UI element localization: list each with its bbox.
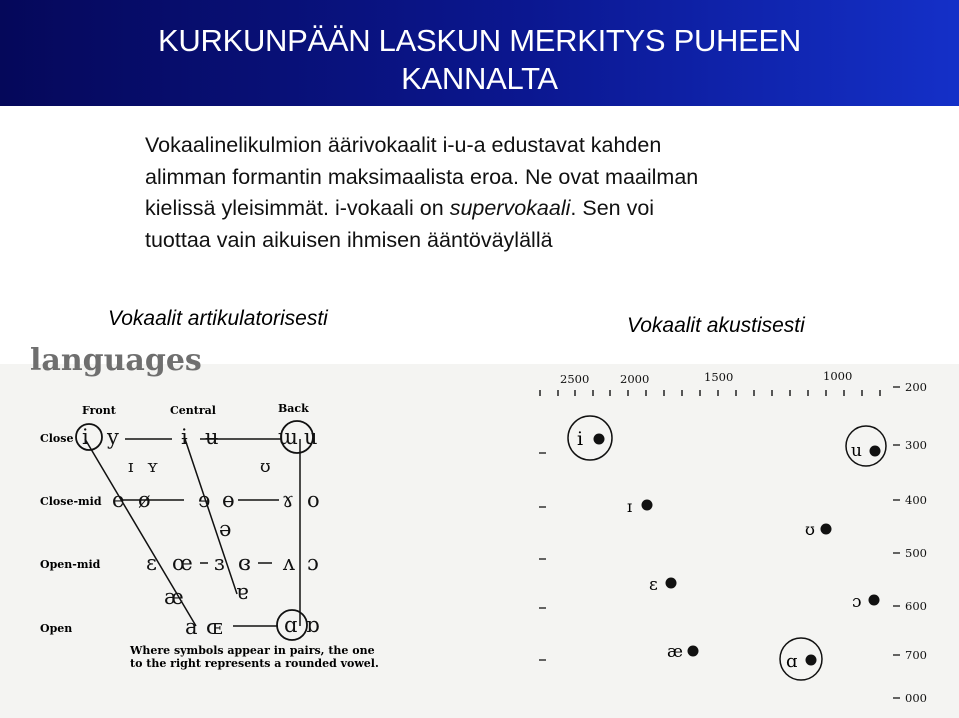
vowel-small-y: ʏ bbox=[147, 457, 159, 477]
body-paragraph bbox=[145, 130, 865, 256]
f2-tick-2000: 2000 bbox=[620, 372, 650, 386]
svg-text:ɛ: ɛ bbox=[649, 575, 658, 595]
acoustic-vowel-small-i bbox=[627, 497, 653, 516]
vowel-ash: æ bbox=[164, 585, 184, 609]
body-emphasis: supervokaali bbox=[449, 196, 571, 220]
f1-tick-600: 600 bbox=[905, 599, 927, 613]
vowel-epsilon: ɛ bbox=[146, 551, 157, 575]
col-back: Back bbox=[278, 402, 309, 415]
vowel-a: a bbox=[185, 615, 198, 639]
vowel-small-i: ɪ bbox=[128, 457, 134, 477]
vowel-open-o: ɔ bbox=[307, 551, 319, 575]
vowel-oe: œ bbox=[172, 551, 193, 575]
label-acoustic: Vokaalit akustisesti bbox=[627, 314, 805, 337]
acoustic-vowel-upsilon bbox=[805, 520, 832, 539]
vowel-turned-v: ʌ bbox=[283, 551, 295, 575]
body-line-3b: . Sen voi bbox=[570, 196, 655, 220]
col-central: Central bbox=[170, 404, 216, 417]
svg-text:u: u bbox=[851, 441, 862, 461]
body-line-2: alimman formantin maksimaalista eroa. Ne ovat maailman bbox=[145, 164, 699, 189]
f1-tick-200: 200 bbox=[905, 380, 927, 394]
svg-text:ɔ: ɔ bbox=[852, 592, 862, 612]
f1-tick-300: 300 bbox=[905, 438, 927, 452]
vowel-script-a: ɑ bbox=[284, 613, 298, 637]
acoustic-vowels bbox=[568, 416, 886, 680]
acoustic-vowel-ash bbox=[667, 642, 699, 662]
body-line-4: tuottaa vain aikuisen ihmisen ääntöväylällä bbox=[145, 227, 553, 252]
vowel-barred-u: ʉ bbox=[205, 425, 219, 449]
corner-circles bbox=[76, 421, 313, 640]
label-articulatory: Vokaalit artikulatorisesti bbox=[108, 307, 328, 330]
row-open-mid: Open-mid bbox=[40, 558, 101, 571]
vowel-turned-m: ɯ bbox=[278, 425, 298, 449]
vowel-figure bbox=[0, 343, 959, 718]
svg-text:ɑ: ɑ bbox=[786, 651, 798, 672]
f2-tick-2500: 2500 bbox=[560, 372, 590, 386]
vowel-closed-rev-epsilon: ɞ bbox=[238, 551, 251, 575]
left-axis-ticks bbox=[539, 453, 546, 660]
vowel-e: e bbox=[112, 488, 125, 512]
vowel-u: u bbox=[304, 425, 318, 449]
chart-note-line-2: to the right represents a rounded vowel. bbox=[130, 657, 379, 670]
acoustic-vowel-u bbox=[846, 426, 886, 466]
title-line-2: KANNALTA bbox=[401, 61, 558, 96]
body-line-3a: kielissä yleisimmät. i-vokaali on bbox=[145, 196, 450, 220]
vowel-oe-ligature-small: ɶ bbox=[206, 615, 223, 639]
acoustic-vowel-script-a bbox=[780, 638, 822, 680]
vowel-barred-o: ɵ bbox=[222, 488, 235, 512]
svg-text:ʊ: ʊ bbox=[805, 520, 815, 539]
vowel-rams-horn: ɤ bbox=[282, 488, 294, 512]
vowel-turned-a: ɐ bbox=[236, 580, 249, 604]
row-open: Open bbox=[40, 622, 73, 635]
vowel-o-slash: ø bbox=[138, 488, 151, 512]
vowel-i: i bbox=[82, 425, 89, 449]
f1-tick-000: 000 bbox=[905, 691, 927, 705]
vowel-turned-script-a: ɒ bbox=[306, 613, 320, 637]
row-close-mid: Close-mid bbox=[40, 495, 102, 508]
f2-tick-1000: 1000 bbox=[823, 369, 853, 383]
vowel-figure-svg bbox=[0, 343, 959, 718]
title-line-1: KURKUNPÄÄN LASKUN MERKITYS PUHEEN bbox=[158, 23, 801, 58]
fragment-text: languages bbox=[30, 343, 202, 378]
row-close: Close bbox=[40, 432, 74, 445]
f1-tick-400: 400 bbox=[905, 493, 927, 507]
svg-text:æ: æ bbox=[667, 642, 683, 662]
top-axis-ticks bbox=[540, 390, 880, 396]
vowel-barred-i: ɨ bbox=[181, 425, 188, 449]
slide-title bbox=[0, 22, 959, 98]
acoustic-vowel-i bbox=[568, 416, 612, 460]
acoustic-vowel-epsilon bbox=[649, 575, 677, 595]
body-line-1: Vokaalinelikulmion äärivokaalit i-u-a edustavat kahden bbox=[145, 133, 662, 157]
right-axis-ticks bbox=[893, 387, 900, 698]
svg-text:ɪ: ɪ bbox=[627, 497, 633, 516]
chart-note-line-1: Where symbols appear in pairs, the one bbox=[130, 644, 375, 657]
col-front: Front bbox=[82, 404, 116, 417]
f2-tick-1500: 1500 bbox=[704, 370, 734, 384]
vowel-o: o bbox=[307, 488, 320, 512]
vowel-y: y bbox=[107, 425, 119, 449]
svg-text:i: i bbox=[577, 428, 584, 450]
vowel-upsilon: ʊ bbox=[260, 457, 271, 477]
vowel-schwa: ə bbox=[219, 517, 232, 541]
f1-tick-700: 700 bbox=[905, 648, 927, 662]
vowel-reversed-e: ɘ bbox=[198, 488, 211, 512]
acoustic-vowel-open-o bbox=[852, 592, 880, 612]
vowel-rev-epsilon: ɜ bbox=[214, 551, 225, 575]
f1-tick-500: 500 bbox=[905, 546, 927, 560]
